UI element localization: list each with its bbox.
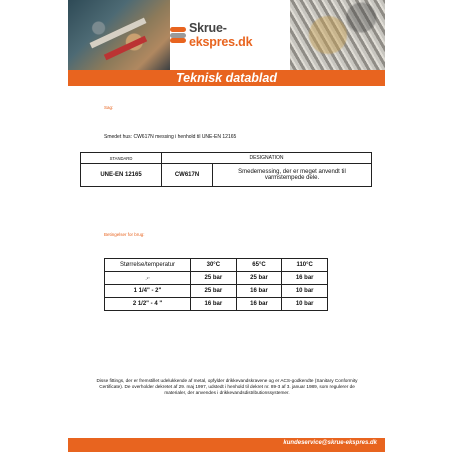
logo-icon [170, 27, 186, 43]
table-row [105, 285, 328, 298]
table-header-standard: STANDARD [81, 153, 162, 164]
footer-email-link[interactable]: kundeservice@skrue-ekspres.dk [283, 440, 377, 446]
brand-prefix: Skrue- [189, 21, 227, 35]
conditions-table [104, 258, 328, 311]
description-text: Smedet hus: CW617N messing i henhold til UNE-EN 12165 [104, 134, 237, 140]
table-row [81, 164, 372, 187]
pressure-cell: 25 bar [236, 272, 282, 285]
table-row [105, 298, 328, 311]
pressure-cell: 25 bar [191, 285, 237, 298]
pressure-cell: 10 bar [282, 298, 328, 311]
footer-bar [68, 438, 385, 452]
header-photo-tools [68, 0, 170, 70]
pressure-cell: 10 bar [282, 285, 328, 298]
header-image [68, 0, 385, 70]
section-label-conditions: Betingelser for brug: [104, 232, 145, 237]
pressure-cell: 16 bar [191, 298, 237, 311]
header-65c: 65°C [236, 259, 282, 272]
standard-table [80, 152, 372, 187]
pressure-cell: 16 bar [282, 272, 328, 285]
table-row [105, 272, 328, 285]
size-cell: 2 1/2" - 4 " [105, 298, 191, 311]
compliance-footnote: Disse fittings, der er fremstillet udelukkende af metal, opfylder drikkevandskravene og er ACS-godkendte (Sanitary Conformity Certificate). De overholder dekretet af 29. maj 1997, udstedt i henhold til dekret nr. 89-3 af 3. januar 1989, som regulerer de materialer, der anvendes i drikkevandsdistributionssystemer. [96, 378, 358, 396]
table-header-row [105, 259, 328, 272]
brand-suffix: ekspres.dk [189, 35, 253, 49]
pressure-cell: 25 bar [191, 272, 237, 285]
size-cell: -¹" [105, 272, 191, 285]
pressure-cell: 16 bar [236, 285, 282, 298]
pressure-cell: 16 bar [236, 298, 282, 311]
header-photo-screws [290, 0, 385, 70]
brand-logo [170, 0, 290, 70]
table-header-designation: DESIGNATION [162, 153, 372, 164]
standard-cell: UNE-EN 12165 [81, 164, 162, 187]
page-title: Teknisk datablad [68, 70, 385, 86]
size-cell: 1 1/4" - 2" [105, 285, 191, 298]
material-cell: CW617N [162, 164, 213, 187]
header-size-temp: Størrelse/temperatur [105, 259, 191, 272]
header-110c: 110°C [282, 259, 328, 272]
header-30c: 30°C [191, 259, 237, 272]
designation-cell: Smedemessing, der er meget anvendt til varmstempede dele. [213, 164, 372, 187]
section-label-sag: Sag: [104, 105, 114, 110]
